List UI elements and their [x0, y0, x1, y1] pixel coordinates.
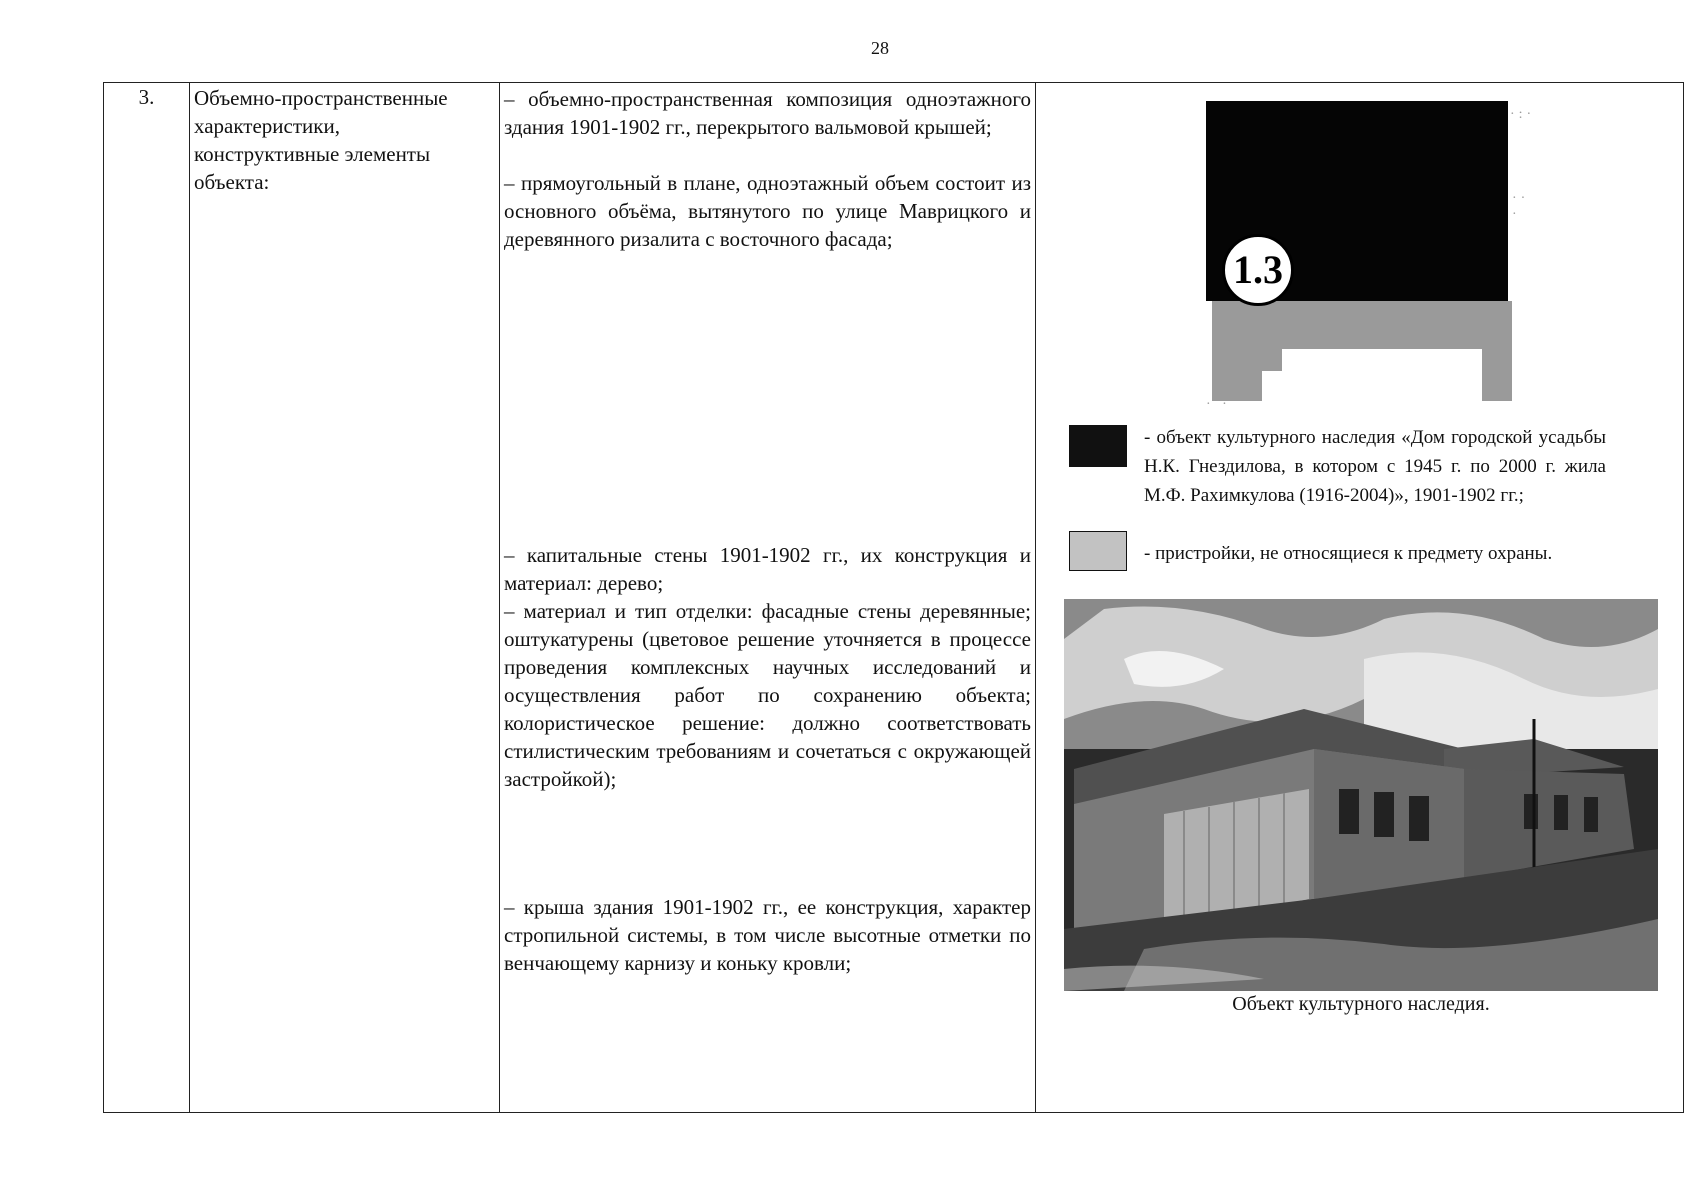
- building-photo: [1064, 599, 1658, 991]
- description-paragraph: – объемно-пространственная композиция одноэтажного здания 1901-1902 гг., перекрытого вальмовой крышей;: [504, 87, 1031, 139]
- row-name-line: объекта:: [194, 170, 270, 194]
- description-paragraph: – крыша здания 1901-1902 гг., ее конструкция, характер стропильной системы, в том числе высотные отметки по венчающему карнизу и коньку кровли;: [504, 895, 1031, 975]
- row-description: [500, 83, 1036, 1113]
- row-illustration: [1036, 83, 1684, 1113]
- row-name: [190, 83, 500, 1113]
- legend-swatch-annex: [1069, 531, 1127, 571]
- plan-cutout: [1262, 371, 1282, 405]
- table-row: [104, 83, 1684, 1113]
- plan-noise: ·· ·: [1512, 191, 1530, 222]
- plan-cutout: [1282, 349, 1482, 405]
- building-photo-image: [1064, 599, 1658, 991]
- plan-noise: · ·: [1206, 397, 1231, 412]
- photo-caption: Объект культурного наследия.: [1232, 993, 1490, 1015]
- row-number: 3.: [104, 83, 190, 1113]
- legend-item: - объект культурного наследия «Дом городской усадьбы Н.К. Гнездилова, в котором с 1945 г. по 2000 г. жила М.Ф. Рахимкулова (1916-2004)», 1901-1902 гг.;: [1144, 427, 1606, 506]
- plan-noise: ·:·: [1510, 107, 1536, 122]
- row-name-line: Объемно-пространственные: [194, 86, 448, 110]
- row-name-line: характеристики,: [194, 114, 340, 138]
- legend-swatch-object: [1069, 425, 1127, 467]
- legend-item: - пристройки, не относящиеся к предмету охраны.: [1144, 543, 1553, 564]
- protection-subject-table: [103, 82, 1684, 1113]
- row-name-line: конструктивные элементы: [194, 142, 431, 166]
- description-paragraph: – капитальные стены 1901-1902 гг., их конструкция и материал: дерево;: [504, 543, 1031, 595]
- page-number: 28: [871, 38, 889, 58]
- plan-label: 1.3: [1222, 234, 1294, 306]
- site-plan-diagram: [1206, 101, 1536, 412]
- description-paragraph: – материал и тип отделки: фасадные стены деревянные; оштукатурены (цветовое решение уточняется в процессе проведения комплексных научных исследований и осуществления работ по сохранению объекта; колористическое решение: должно соответствовать стилистическим требованиям и сочетаться с окружающей застройкой);: [504, 599, 1031, 791]
- description-paragraph: – прямоугольный в плане, одноэтажный объем состоит из основного объёма, вытянутого по улице Маврицкого и деревянного ризалита с восточного фасада;: [504, 171, 1031, 251]
